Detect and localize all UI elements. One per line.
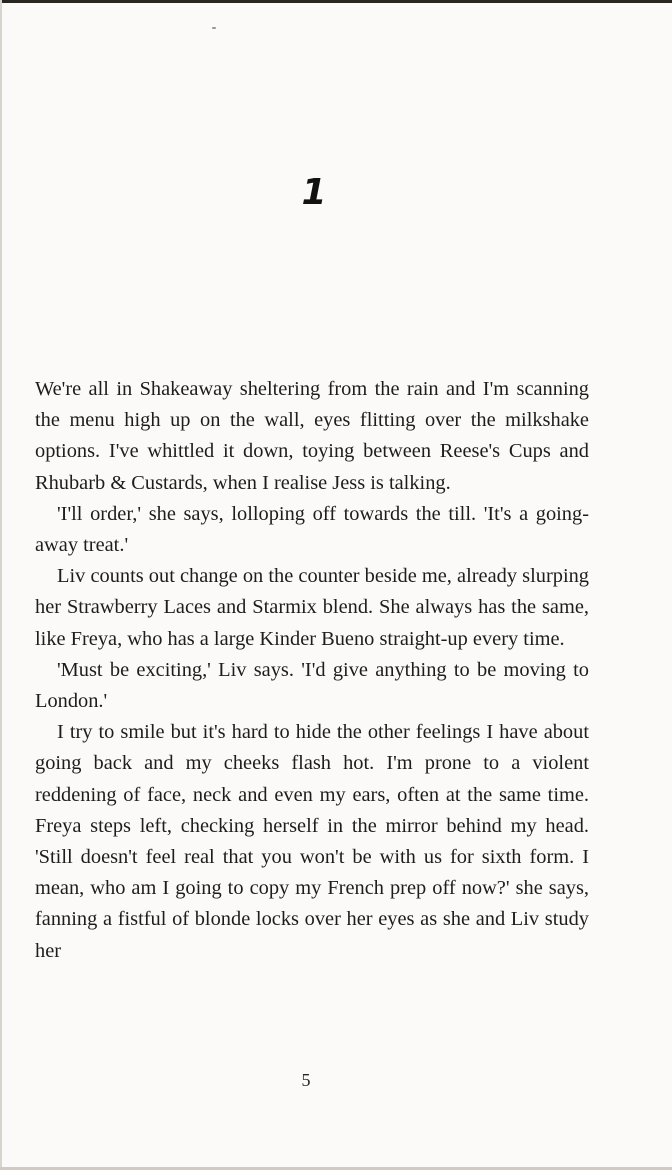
paragraph: 'I'll order,' she says, lolloping off towards the till. 'It's a going-away treat.' [35, 502, 589, 557]
paragraph: I try to smile but it's hard to hide the other feelings I have about going back and my cheeks flash hot. I'm prone to a violent reddening of face, neck and even my ears, often at the same time. Freya steps left, checking herself in the mirror behind my head. 'Still doesn't feel real that you won't be with us for sixth form. I mean, who am I going to copy my French prep off now?' she says, fanning a fistful of blonde locks over her eyes as she and Liv study her [35, 721, 589, 962]
page-number: 5 [301, 1070, 311, 1090]
paragraph: Liv counts out change on the counter beside me, already slurping her Strawberry Laces and Starmix blend. She always has the same, like Freya, who has a large Kinder Bueno straight-up every time. [35, 565, 589, 650]
body-text [35, 374, 589, 967]
chapter-number: 1 [301, 172, 327, 213]
print-speck [212, 27, 216, 29]
paragraph: 'Must be exciting,' Liv says. 'I'd give anything to be moving to London.' [35, 658, 589, 713]
page-top-edge [0, 0, 672, 3]
paragraph: We're all in Shakeaway sheltering from the rain and I'm scanning the menu high up on the wall, eyes flitting over the milkshake options. I've whittled it down, toying between Reese's Cups and Rhubarb & Custards, when I realise Jess is talking. [35, 378, 589, 494]
